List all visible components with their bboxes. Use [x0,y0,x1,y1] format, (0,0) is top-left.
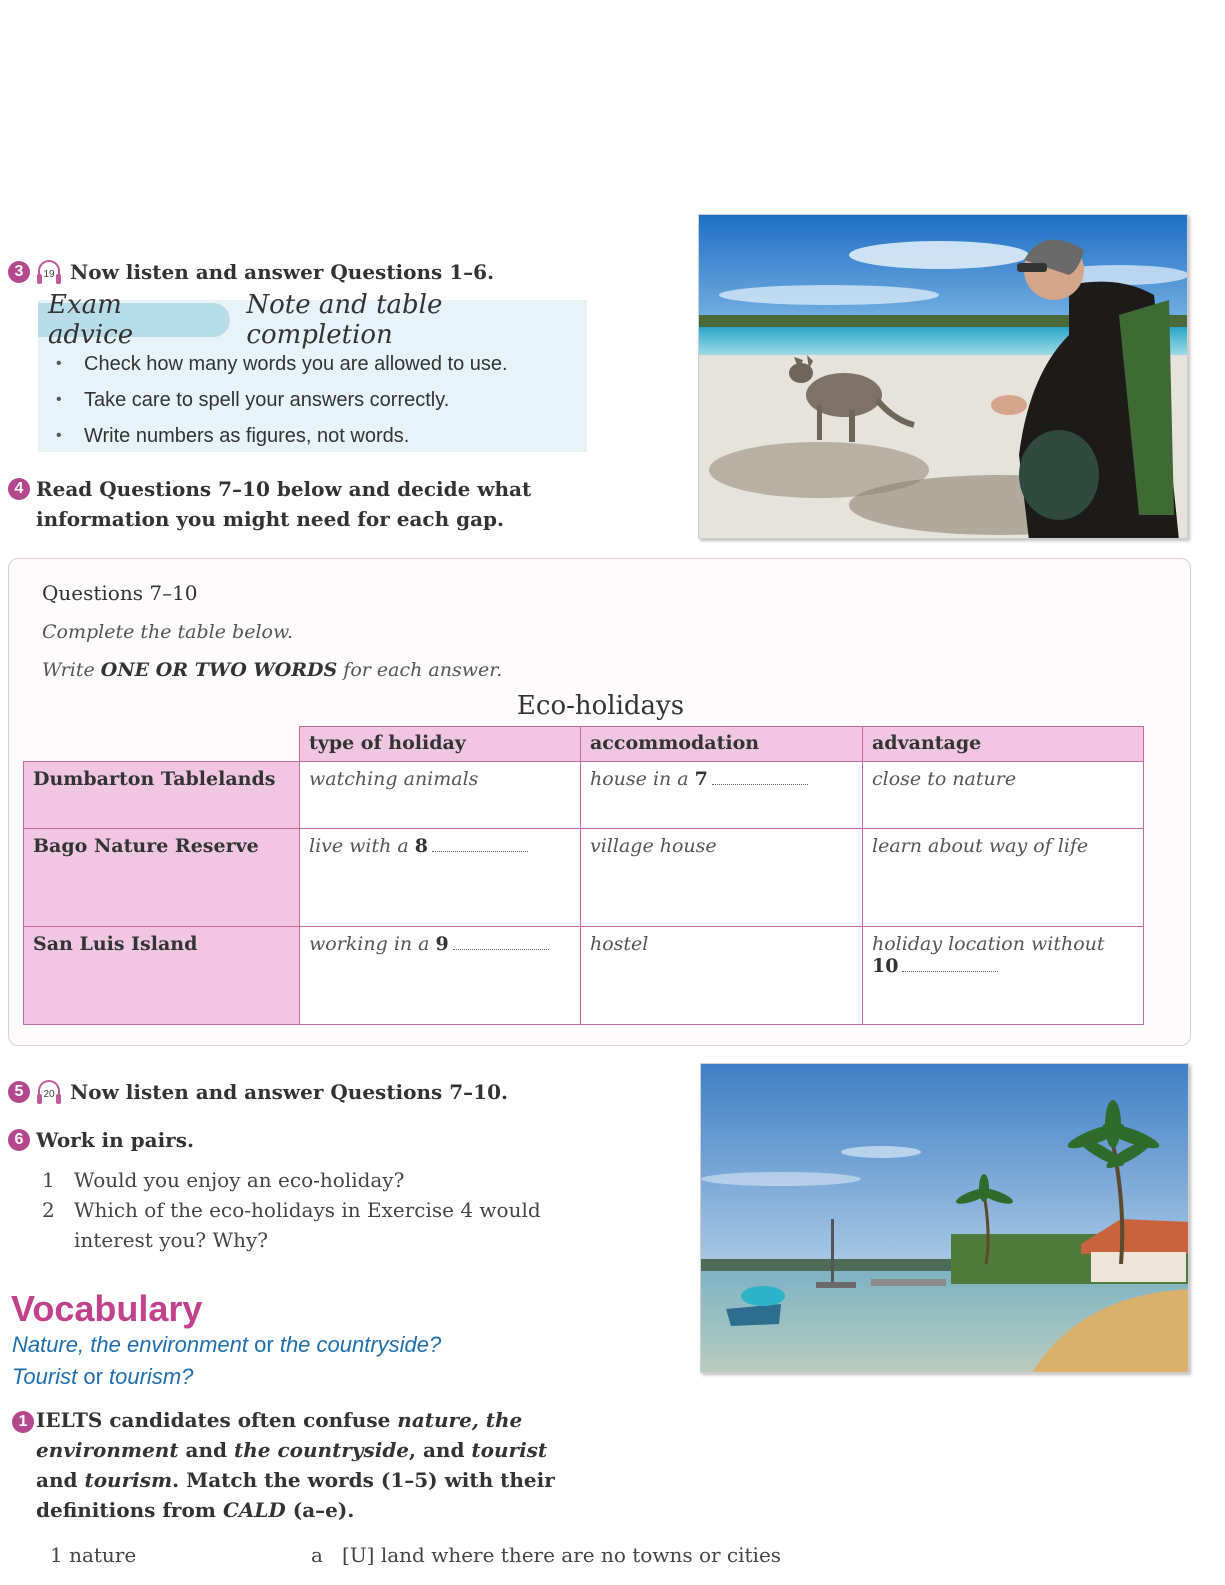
gap-number: 7 [694,768,708,790]
row-header: San Luis Island [24,927,300,1025]
exercise-number-badge: 6 [8,1129,30,1151]
advice-tip: • Write numbers as figures, not words. [38,418,587,454]
table-cell: working in a 9 [300,927,581,1025]
exercise-5-text: Now listen and answer Questions 7–10. [70,1080,508,1104]
answer-gap[interactable] [712,771,808,785]
list-item: 2 Which of the eco-holidays in Exercise 4 would interest you? Why? [42,1198,541,1252]
photo-illustration [701,1064,1189,1373]
exam-advice-title: Note and table completion [246,290,443,350]
column-header: accommodation [581,727,863,762]
exercise-6-text: Work in pairs. [36,1128,194,1152]
row-header: Bago Nature Reserve [24,829,300,927]
table-cell: close to nature [863,762,1144,829]
table-row [24,762,1144,829]
exercise-4-line1: Read Questions 7–10 below and decide what [36,477,532,501]
exercise-number-badge: 1 [12,1411,34,1433]
eco-holidays-table [23,726,1144,1025]
exam-advice-tag: Exam advice [38,303,230,337]
questions-instruction-2: Write ONE OR TWO WORDS for each answer. [42,659,503,681]
vocabulary-exercise-1 [12,1405,556,1525]
tropical-beach-photo [700,1063,1189,1373]
exercise-3-text: Now listen and answer Questions 1–6. [70,260,495,284]
gap-number: 8 [414,835,429,857]
exercise-4-heading [8,474,531,534]
table-cell: house in a 7 [581,762,863,829]
exercise-number-badge: 4 [8,478,30,500]
vocabulary-heading: Vocabulary [11,1288,203,1329]
column-header: type of holiday [300,727,581,762]
advice-tip: • Check how many words you are allowed to use. [38,346,587,382]
exercise-5-heading [8,1077,508,1107]
questions-instruction-1: Complete the table below. [42,621,294,643]
table-row [24,829,1144,927]
exercise-6-list [42,1165,541,1255]
kangaroo-beach-photo [698,214,1188,539]
audio-track-icon[interactable] [36,1080,62,1104]
match-definition-item: a [U] land where there are no towns or cities [311,1543,782,1567]
questions-7-10-panel [8,558,1191,1046]
audio-track-number: 19 [43,269,55,280]
exercise-number-badge: 3 [8,261,30,283]
table-cell: watching animals [300,762,581,829]
table-cell: hostel [581,927,863,1025]
exam-advice-box [38,290,587,452]
table-header-row [24,727,1144,762]
gap-number: 10 [872,955,899,977]
exercise-3-heading [8,257,494,287]
vocabulary-subtitle-1: Nature, the environment or the countryside? [12,1332,442,1357]
exercise-1-instructions: IELTS candidates often confuse nature, the environment and the countryside, and tourist and tourism. Match the words (1–5) with their definitions from CALD (a–e). [36,1408,555,1522]
advice-tip: • Take care to spell your answers correctly. [38,382,587,418]
questions-title: Questions 7–10 [42,581,198,605]
answer-gap[interactable] [432,838,528,852]
column-header: advantage [863,727,1144,762]
exercise-4-line2: information you might need for each gap. [36,507,505,531]
list-item: 1 Would you enjoy an eco-holiday? [42,1168,405,1192]
exercise-6-heading [8,1125,194,1155]
table-cell: holiday location without 10 [863,927,1144,1025]
table-cell: live with a 8 [300,829,581,927]
table-row [24,927,1144,1025]
vocabulary-subtitle-2: Tourist or tourism? [12,1364,194,1389]
audio-track-icon[interactable] [36,260,62,284]
match-word-item: 1 nature [50,1543,137,1567]
answer-gap[interactable] [902,958,998,972]
photo-illustration [699,215,1188,539]
exam-advice-tips [38,346,587,454]
answer-gap[interactable] [453,936,549,950]
exercise-number-badge: 5 [8,1081,30,1103]
row-header: Dumbarton Tablelands [24,762,300,829]
table-title: Eco-holidays [516,691,685,721]
table-cell: learn about way of life [863,829,1144,927]
audio-track-number: 20 [43,1089,55,1100]
gap-number: 9 [435,933,449,955]
table-cell: village house [581,829,863,927]
